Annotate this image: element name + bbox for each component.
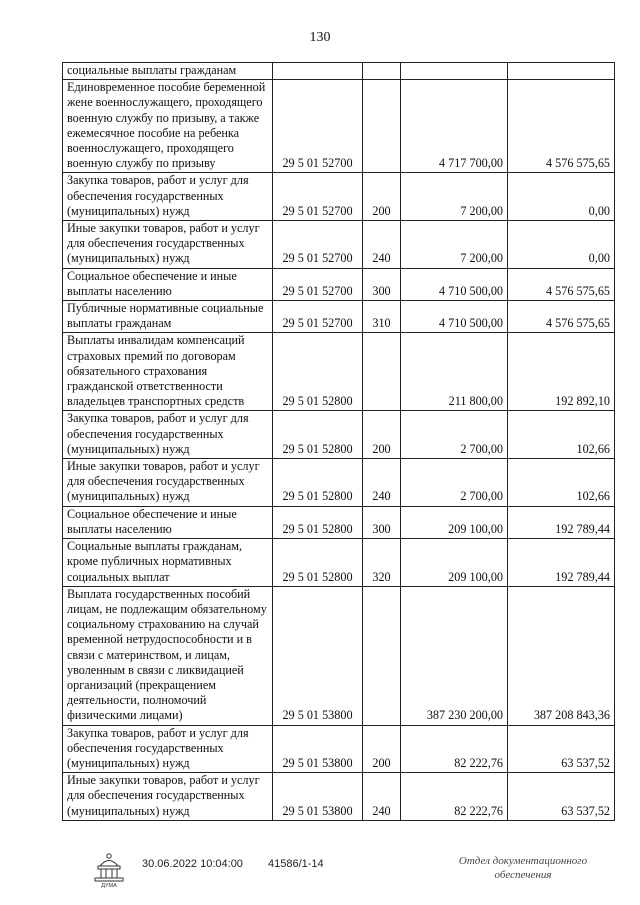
cell-name: Закупка товаров, работ и услуг для обеспечения государственных (муниципальных) нужд [63, 411, 273, 459]
cell-code: 29 5 01 53800 [273, 725, 363, 773]
cell-type [363, 63, 401, 80]
cell-type [363, 586, 401, 725]
cell-name: Единовременное пособие беременной жене военнослужащего, проходящего военную службу по призыву, а также ежемесячное пособие на ребенка военнослужащего, проходящего военную службу по призыву [63, 80, 273, 173]
cell-code: 29 5 01 52700 [273, 221, 363, 269]
cell-type: 320 [363, 539, 401, 587]
cell-plan: 7 200,00 [401, 221, 508, 269]
cell-plan: 4 710 500,00 [401, 268, 508, 300]
cell-type: 240 [363, 459, 401, 507]
budget-table [62, 62, 615, 821]
cell-name: Закупка товаров, работ и услуг для обеспечения государственных (муниципальных) нужд [63, 725, 273, 773]
page-number: 130 [309, 30, 331, 45]
table-row [63, 80, 615, 173]
cell-name: Иные закупки товаров, работ и услуг для обеспечения государственных (муниципальных) нужд [63, 773, 273, 821]
cell-exec: 387 208 843,36 [508, 586, 615, 725]
cell-code: 29 5 01 52800 [273, 506, 363, 538]
cell-exec: 102,66 [508, 411, 615, 459]
cell-plan: 4 717 700,00 [401, 80, 508, 173]
cell-plan: 82 222,76 [401, 773, 508, 821]
cell-code: 29 5 01 53800 [273, 586, 363, 725]
cell-code: 29 5 01 52800 [273, 539, 363, 587]
table-row [63, 725, 615, 773]
cell-type: 300 [363, 268, 401, 300]
cell-type [363, 333, 401, 411]
table-row [63, 539, 615, 587]
stamp-line-1: Отдел документационного [458, 855, 588, 867]
cell-exec: 0,00 [508, 221, 615, 269]
table-row [63, 459, 615, 507]
cell-plan: 209 100,00 [401, 506, 508, 538]
cell-name: Иные закупки товаров, работ и услуг для обеспечения государственных (муниципальных) нужд [63, 221, 273, 269]
cell-name: Выплаты инвалидам компенсаций страховых премий по договорам обязательного страхования гражданской ответственности владельцев транспортных средств [63, 333, 273, 411]
table-row [63, 221, 615, 269]
cell-code: 29 5 01 52800 [273, 333, 363, 411]
footer-date: 30.06.2022 10:04:00 [142, 858, 243, 870]
cell-exec: 192 789,44 [508, 506, 615, 538]
cell-plan: 209 100,00 [401, 539, 508, 587]
cell-plan: 7 200,00 [401, 173, 508, 221]
cell-code: 29 5 01 52700 [273, 80, 363, 173]
cell-code: 29 5 01 52800 [273, 459, 363, 507]
cell-name: Закупка товаров, работ и услуг для обеспечения государственных (муниципальных) нужд [63, 173, 273, 221]
cell-type: 240 [363, 773, 401, 821]
cell-code [273, 63, 363, 80]
budget-table-body [63, 63, 615, 821]
cell-name: Публичные нормативные социальные выплаты гражданам [63, 301, 273, 333]
footer [0, 852, 640, 897]
stamp-line-2: обеспечения [494, 869, 552, 881]
cell-name: социальные выплаты гражданам [63, 63, 273, 80]
table-row [63, 586, 615, 725]
logo-text: ДУМА [101, 883, 117, 888]
table-row [63, 411, 615, 459]
cell-exec: 192 892,10 [508, 333, 615, 411]
cell-type: 310 [363, 301, 401, 333]
cell-type: 200 [363, 173, 401, 221]
cell-type: 300 [363, 506, 401, 538]
cell-exec: 4 576 575,65 [508, 301, 615, 333]
cell-exec [508, 63, 615, 80]
cell-exec: 63 537,52 [508, 773, 615, 821]
duma-emblem-icon [92, 852, 126, 888]
cell-name: Выплата государственных пособий лицам, не подлежащим обязательному социальному страхованию на случай временной нетрудоспособности и в связи с материнством, и лицам, уволенным в связи с ликвидацией организаций (прекращением деятельности, полномочий физическими лицами) [63, 586, 273, 725]
table-row [63, 773, 615, 821]
table-row [63, 268, 615, 300]
cell-plan [401, 63, 508, 80]
cell-name: Социальные выплаты гражданам, кроме публичных нормативных социальных выплат [63, 539, 273, 587]
cell-type: 200 [363, 725, 401, 773]
cell-plan: 211 800,00 [401, 333, 508, 411]
cell-plan: 387 230 200,00 [401, 586, 508, 725]
cell-exec: 63 537,52 [508, 725, 615, 773]
cell-code: 29 5 01 52700 [273, 268, 363, 300]
cell-name: Иные закупки товаров, работ и услуг для обеспечения государственных (муниципальных) нужд [63, 459, 273, 507]
cell-code: 29 5 01 52800 [273, 411, 363, 459]
cell-exec: 192 789,44 [508, 539, 615, 587]
cell-exec: 102,66 [508, 459, 615, 507]
cell-exec: 0,00 [508, 173, 615, 221]
cell-plan: 82 222,76 [401, 725, 508, 773]
cell-plan: 4 710 500,00 [401, 301, 508, 333]
department-stamp [448, 854, 598, 882]
cell-exec: 4 576 575,65 [508, 268, 615, 300]
cell-code: 29 5 01 52700 [273, 173, 363, 221]
cell-plan: 2 700,00 [401, 411, 508, 459]
cell-code: 29 5 01 52700 [273, 301, 363, 333]
cell-type: 240 [363, 221, 401, 269]
table-row [63, 173, 615, 221]
table-row [63, 333, 615, 411]
cell-type [363, 80, 401, 173]
footer-doc-number: 41586/1-14 [268, 858, 324, 870]
cell-name: Социальное обеспечение и иные выплаты населению [63, 506, 273, 538]
table-row [63, 506, 615, 538]
cell-name: Социальное обеспечение и иные выплаты населению [63, 268, 273, 300]
cell-plan: 2 700,00 [401, 459, 508, 507]
table-row [63, 63, 615, 80]
cell-type: 200 [363, 411, 401, 459]
table-row [63, 301, 615, 333]
cell-exec: 4 576 575,65 [508, 80, 615, 173]
cell-code: 29 5 01 53800 [273, 773, 363, 821]
